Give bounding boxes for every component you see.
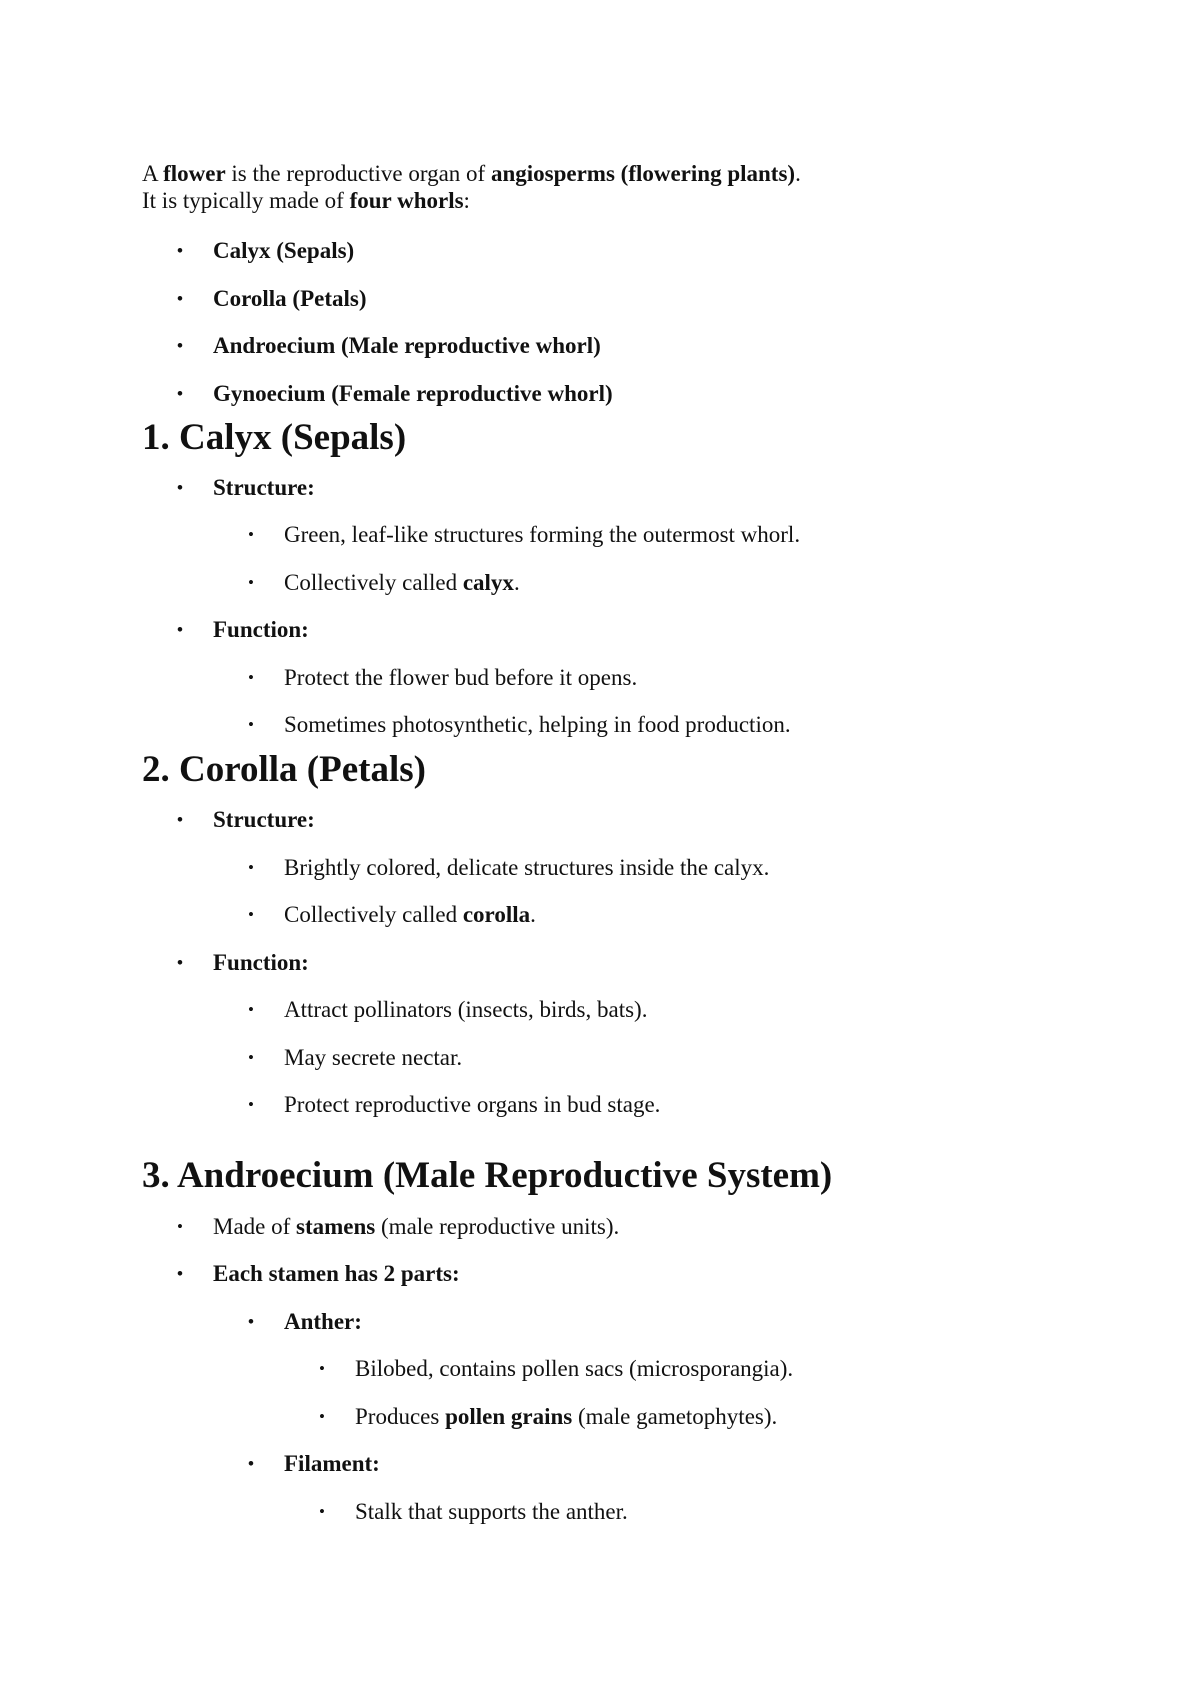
corolla-function-label: • Function: — [213, 949, 309, 977]
section-heading-corolla: 2. Corolla (Petals) — [142, 749, 426, 790]
anther-item: • Produces pollen grains (male gametophytes). — [355, 1403, 777, 1431]
section-heading-androecium: 3. Androecium (Male Reproductive System) — [142, 1155, 833, 1196]
androecium-item: • Made of stamens (male reproductive units). — [213, 1213, 619, 1241]
calyx-structure-item: • Green, leaf-like structures forming the outermost whorl. — [284, 521, 800, 549]
calyx-function-item: • Protect the flower bud before it opens. — [284, 664, 637, 692]
corolla-function-item: • May secrete nectar. — [284, 1044, 462, 1072]
corolla-structure-item: • Collectively called corolla. — [284, 901, 536, 929]
filament-item: • Stalk that supports the anther. — [355, 1498, 628, 1526]
calyx-structure-label: • Structure: — [213, 474, 315, 502]
whorl-list-item: • Gynoecium (Female reproductive whorl) — [213, 380, 613, 408]
corolla-structure-item: • Brightly colored, delicate structures inside the calyx. — [284, 854, 769, 882]
whorl-list-item: • Corolla (Petals) — [213, 285, 367, 313]
intro-line-1: A flower is the reproductive organ of angiosperms (flowering plants). — [142, 161, 801, 186]
androecium-parts-label: • Each stamen has 2 parts: — [213, 1260, 460, 1288]
corolla-structure-label: • Structure: — [213, 806, 315, 834]
anther-item: • Bilobed, contains pollen sacs (microsporangia). — [355, 1355, 793, 1383]
filament-label: • Filament: — [284, 1450, 380, 1478]
intro-line-2: It is typically made of four whorls: — [142, 188, 470, 213]
whorl-list-item: • Androecium (Male reproductive whorl) — [213, 332, 601, 360]
whorl-list-item: • Calyx (Sepals) — [213, 237, 354, 265]
section-heading-calyx: 1. Calyx (Sepals) — [142, 417, 407, 458]
corolla-function-item: • Attract pollinators (insects, birds, bats). — [284, 996, 647, 1024]
calyx-structure-item: • Collectively called calyx. — [284, 569, 520, 597]
intro-paragraph — [142, 160, 801, 214]
corolla-function-item: • Protect reproductive organs in bud stage. — [284, 1091, 660, 1119]
calyx-function-label: • Function: — [213, 616, 309, 644]
calyx-function-item: • Sometimes photosynthetic, helping in food production. — [284, 711, 791, 739]
anther-label: • Anther: — [284, 1308, 362, 1336]
